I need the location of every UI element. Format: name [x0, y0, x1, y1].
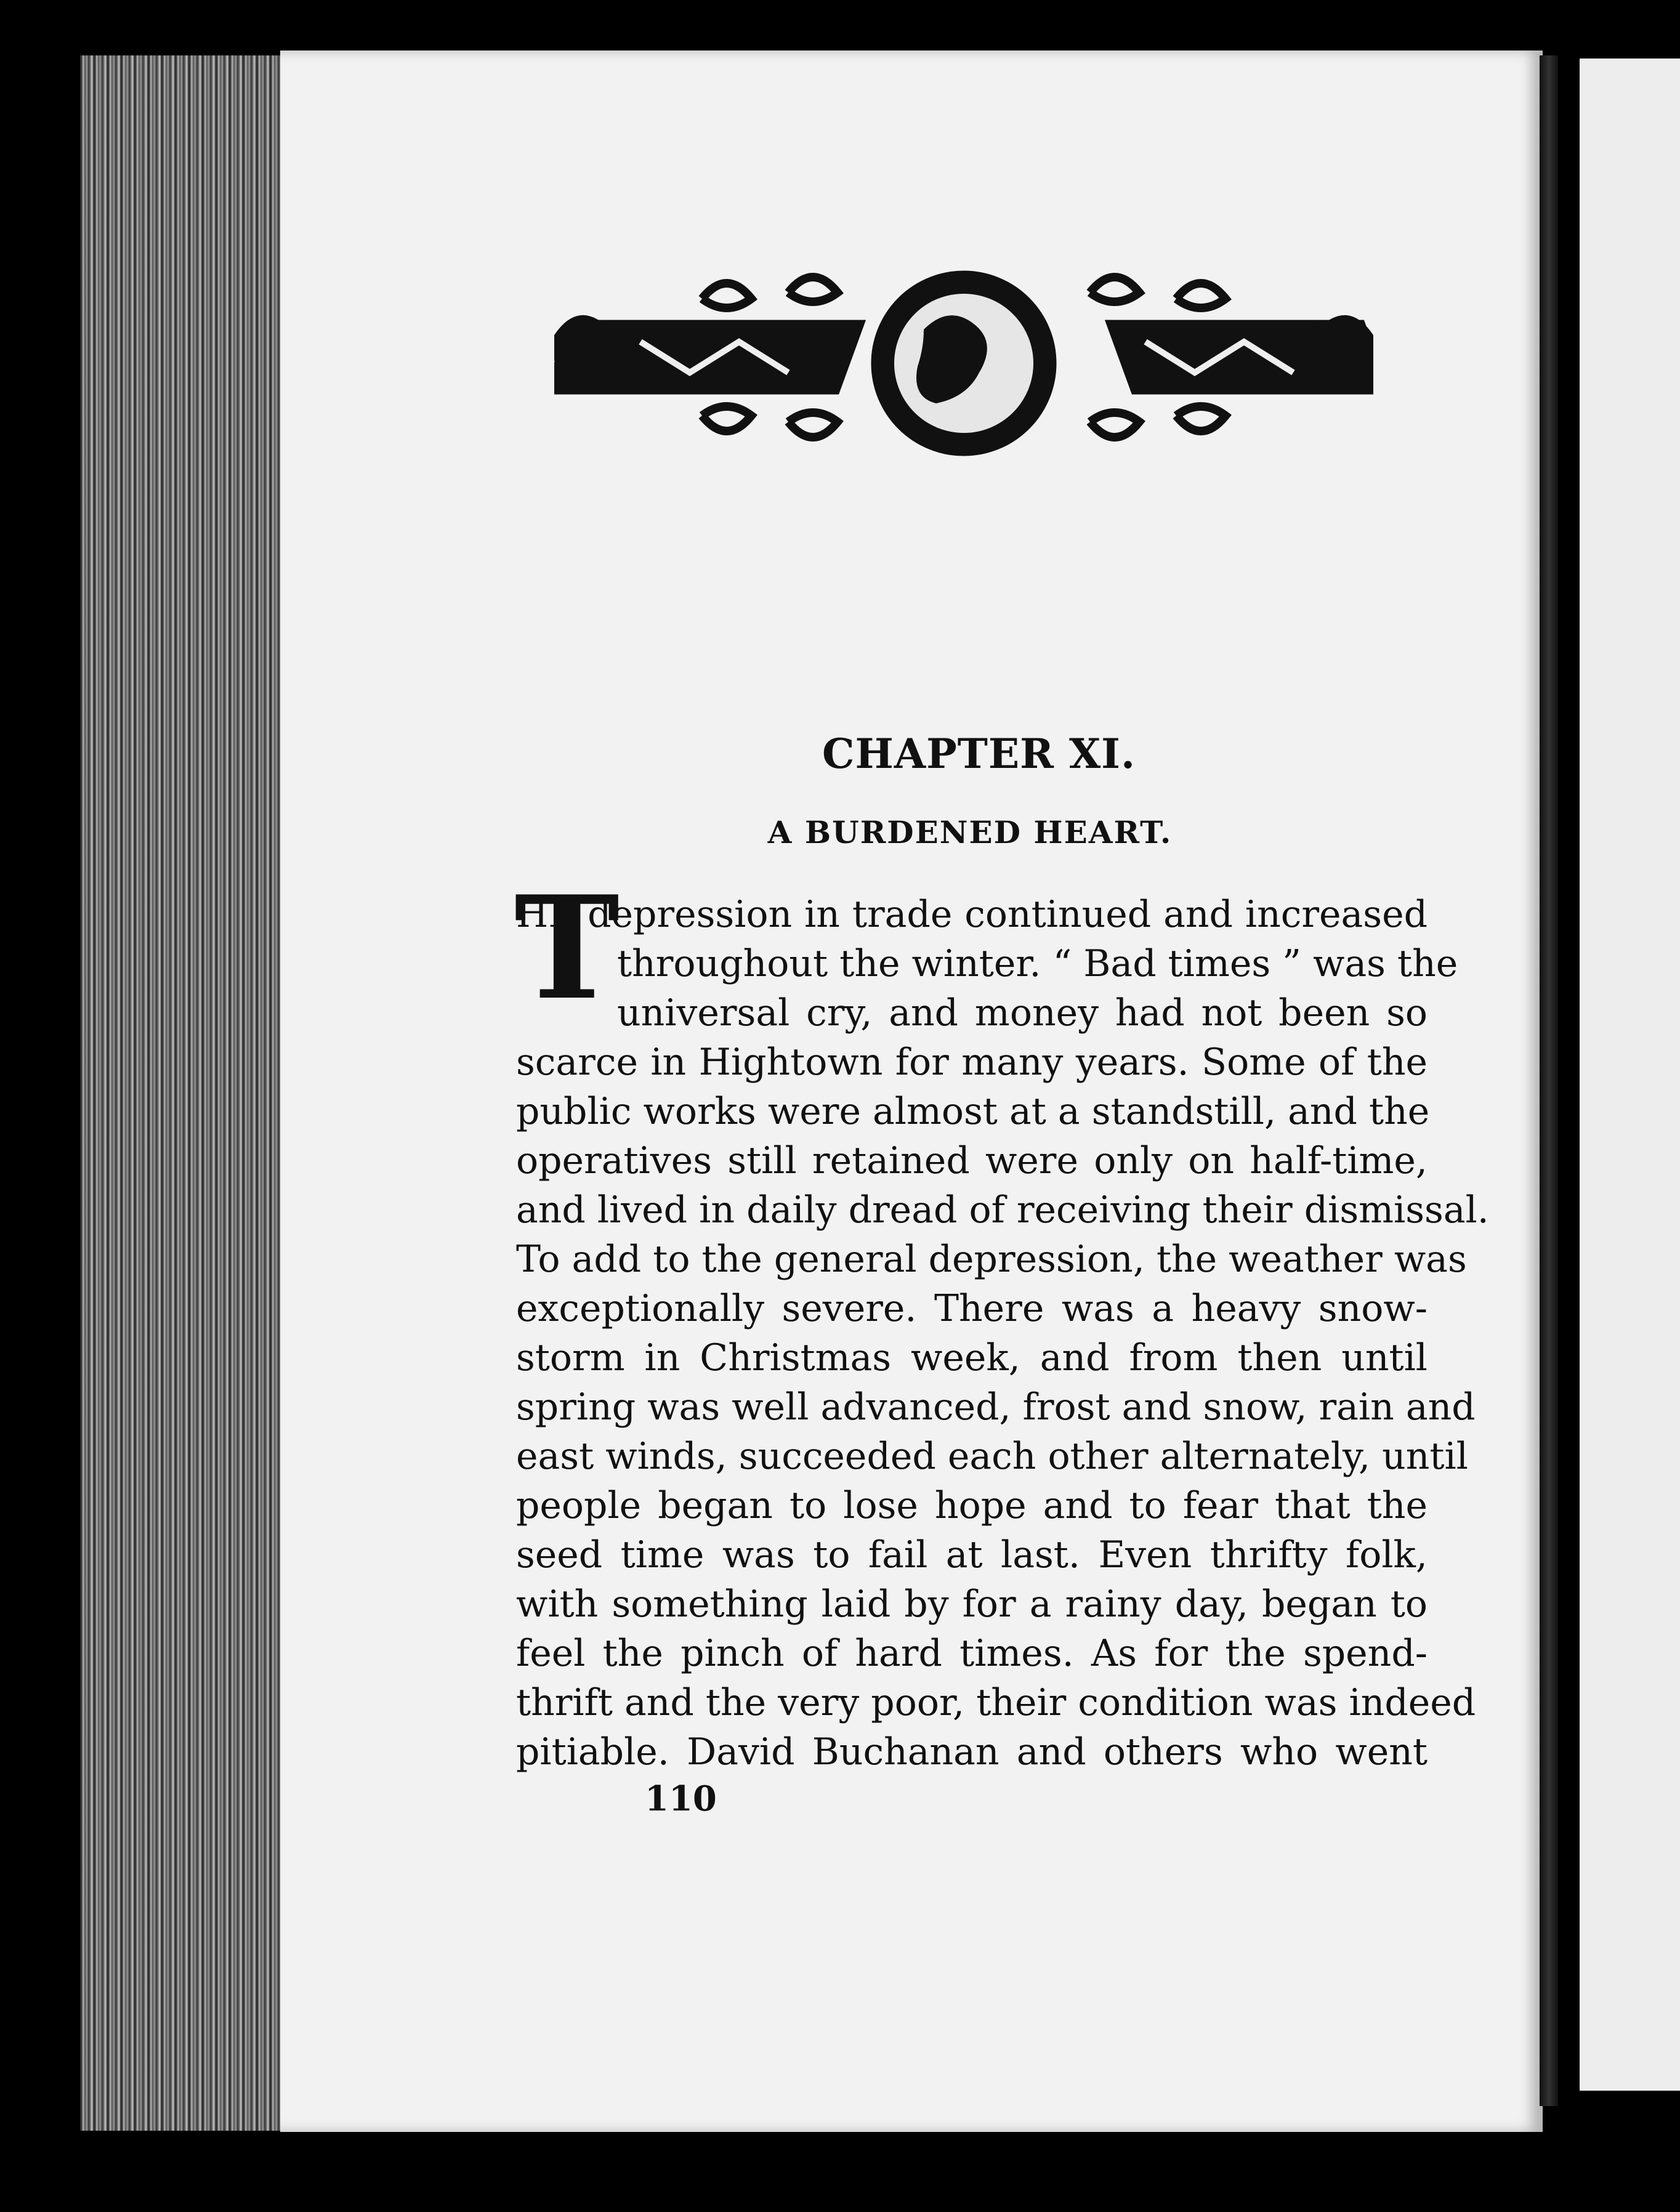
- text-line: people began to lose hope and to fear that the: [516, 1484, 1428, 1527]
- text-line: exceptionally severe. There was a heavy snow-: [516, 1287, 1428, 1330]
- text-line: scarce in Hightown for many years. Some of the: [516, 1041, 1428, 1084]
- text-line: To add to the general depression, the weather was: [516, 1238, 1467, 1281]
- text-line: and lived in daily dread of receiving their dismissal.: [516, 1189, 1489, 1232]
- text-line: universal cry, and money had not been so: [617, 991, 1428, 1035]
- text-line: throughout the winter. “ Bad times ” was the: [617, 942, 1458, 985]
- text-line: thrift and the very poor, their condition was indeed: [516, 1681, 1476, 1724]
- page-edges: [80, 55, 293, 2131]
- adjacent-page: [1580, 59, 1680, 2091]
- text-line: east winds, succeeded each other alternately, until: [516, 1435, 1468, 1478]
- text-line: HE depression in trade continued and increased: [516, 893, 1428, 936]
- text-line: spring was well advanced, frost and snow, rain and: [516, 1386, 1476, 1429]
- drop-cap: T: [514, 865, 620, 1031]
- text-line: public works were almost at a standstill, and the: [516, 1090, 1430, 1133]
- text-line: operatives still retained were only on half-time,: [516, 1139, 1428, 1182]
- page-number: 110: [645, 1778, 717, 1819]
- text-line: feel the pinch of hard times. As for the spend-: [516, 1632, 1428, 1675]
- text-line: storm in Christmas week, and from then until: [516, 1336, 1428, 1379]
- text-line: with something laid by for a rainy day, began to: [516, 1583, 1428, 1626]
- gutter-shadow: [1540, 55, 1558, 2106]
- text-line: seed time was to fail at last. Even thrifty folk,: [516, 1533, 1428, 1576]
- text-line: pitiable. David Buchanan and others who went: [516, 1730, 1428, 1774]
- chapter-title: CHAPTER XI.: [822, 730, 1136, 778]
- ornamental-headpiece: [554, 262, 1373, 465]
- chapter-subtitle: A BURDENED HEART.: [767, 814, 1173, 850]
